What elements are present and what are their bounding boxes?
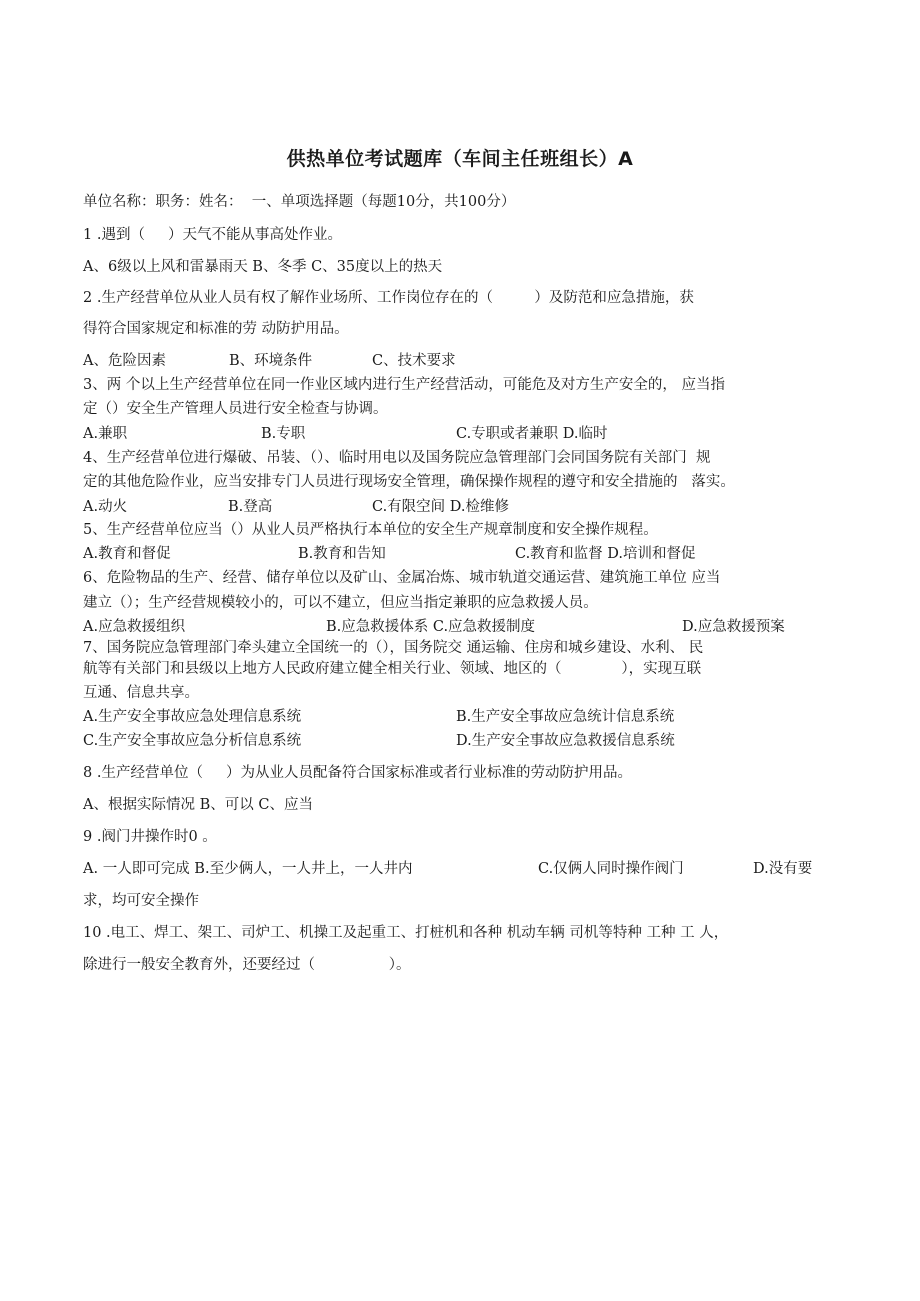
- q6-option-d: D.应急救援预案: [682, 619, 785, 635]
- q9-stem: 9 .阀门井操作时0 。: [83, 829, 217, 845]
- q7-option-b: B.生产安全事故应急统计信息系统: [456, 709, 675, 725]
- q4-option-a: A.动火: [83, 499, 128, 515]
- q10-stem-line2: 除进行一般安全教育外，还要经过（ ）。: [83, 957, 411, 973]
- q6-option-bc: B.应急救援体系 C.应急救援制度: [326, 619, 536, 635]
- q7-stem-line2: 航等有关部门和县级以上地方人民政府建立健全相关行业、领域、地区的（ ），实现互联: [83, 661, 702, 677]
- q4-option-cd: C.有限空间 D.检维修: [372, 499, 510, 515]
- q2-stem-line2: 得符合国家规定和标准的劳 动防护用品。: [83, 321, 349, 337]
- q5-option-cd: C.教育和监督 D.培训和督促: [515, 546, 696, 562]
- q7-stem-line3: 互通、信息共享。: [83, 685, 199, 701]
- q6-stem-line2: 建立（）；生产经营规模较小的，可以不建立，但应当指定兼职的应急救援人员。: [83, 595, 598, 611]
- q10-stem-line1: 10 .电工、焊工、架工、司炉工、机操工及起重工、打桩机和各种 机动车辆 司机等特种 工种 工 人，: [83, 925, 729, 941]
- q5-option-a: A.教育和督促: [83, 546, 171, 562]
- q2-option-a: A、危险因素: [83, 353, 166, 369]
- q9-option-d-continued: 求，均可安全操作: [83, 893, 199, 909]
- q3-option-cd: C.专职或者兼职 D.临时: [456, 426, 608, 442]
- q6-stem-line1: 6、危险物品的生产、经营、储存单位以及矿山、金属冶炼、城市轨道交通运营、建筑施工单位 应当: [83, 570, 721, 586]
- q2-option-c: C、技术要求: [372, 353, 456, 369]
- document-title: 供热单位考试题库（车间主任班组长）A: [286, 148, 634, 170]
- q8-options: A、根据实际情况 B、可以 C、应当: [83, 797, 313, 813]
- q7-option-c: C.生产安全事故应急分析信息系统: [83, 733, 302, 749]
- q8-stem: 8 .生产经营单位（ ）为从业人员配备符合国家标准或者行业标准的劳动防护用品。: [83, 765, 632, 781]
- q3-stem-line2: 定（）安全生产管理人员进行安全检查与协调。: [83, 401, 388, 417]
- q5-option-b: B.教育和告知: [298, 546, 386, 562]
- header-line: 单位名称：职务：姓名： 一、单项选择题（每题10分，共100分）: [83, 194, 516, 210]
- q3-option-a: A.兼职: [83, 426, 128, 442]
- q1-options: A、6级以上风和雷暴雨天 B、冬季 C、35度以上的热天: [83, 259, 443, 275]
- q7-option-d: D.生产安全事故应急救援信息系统: [456, 733, 675, 749]
- q5-stem: 5、生产经营单位应当（）从业人员严格执行本单位的安全生产规章制度和安全操作规程。: [83, 522, 658, 538]
- q7-option-a: A.生产安全事故应急处理信息系统: [83, 709, 302, 725]
- q6-option-a: A.应急救援组织: [83, 619, 186, 635]
- q7-stem-line1: 7、国务院应急管理部门牵头建立全国统一的（），国务院交 通运输、住房和城乡建设、水利、 民: [83, 640, 704, 656]
- q9-option-d: D.没有要: [753, 861, 813, 877]
- q1-stem: 1 .遇到（ ）天气不能从事高处作业。: [83, 227, 342, 243]
- q4-option-b: B.登高: [228, 499, 273, 515]
- q3-stem-line1: 3、两 个以上生产经营单位在同一作业区域内进行生产经营活动，可能危及对方生产安全的， 应当指: [83, 377, 725, 393]
- q4-stem-line1: 4、生产经营单位进行爆破、吊装、（）、临时用电以及国务院应急管理部门会同国务院有关部门 规: [83, 450, 711, 466]
- q3-option-b: B.专职: [261, 426, 306, 442]
- q2-stem-line1: 2 .生产经营单位从业人员有权了解作业场所、工作岗位存在的（ ）及防范和应急措施，获: [83, 290, 694, 306]
- q9-option-c: C.仅俩人同时操作阀门: [538, 861, 684, 877]
- q2-option-b: B、环境条件: [229, 353, 313, 369]
- q9-option-ab: A. 一人即可完成 B.至少俩人，一人井上，一人井内: [83, 861, 413, 877]
- q4-stem-line2: 定的其他危险作业，应当安排专门人员进行现场安全管理，确保操作规程的遵守和安全措施的 落实。: [83, 474, 735, 490]
